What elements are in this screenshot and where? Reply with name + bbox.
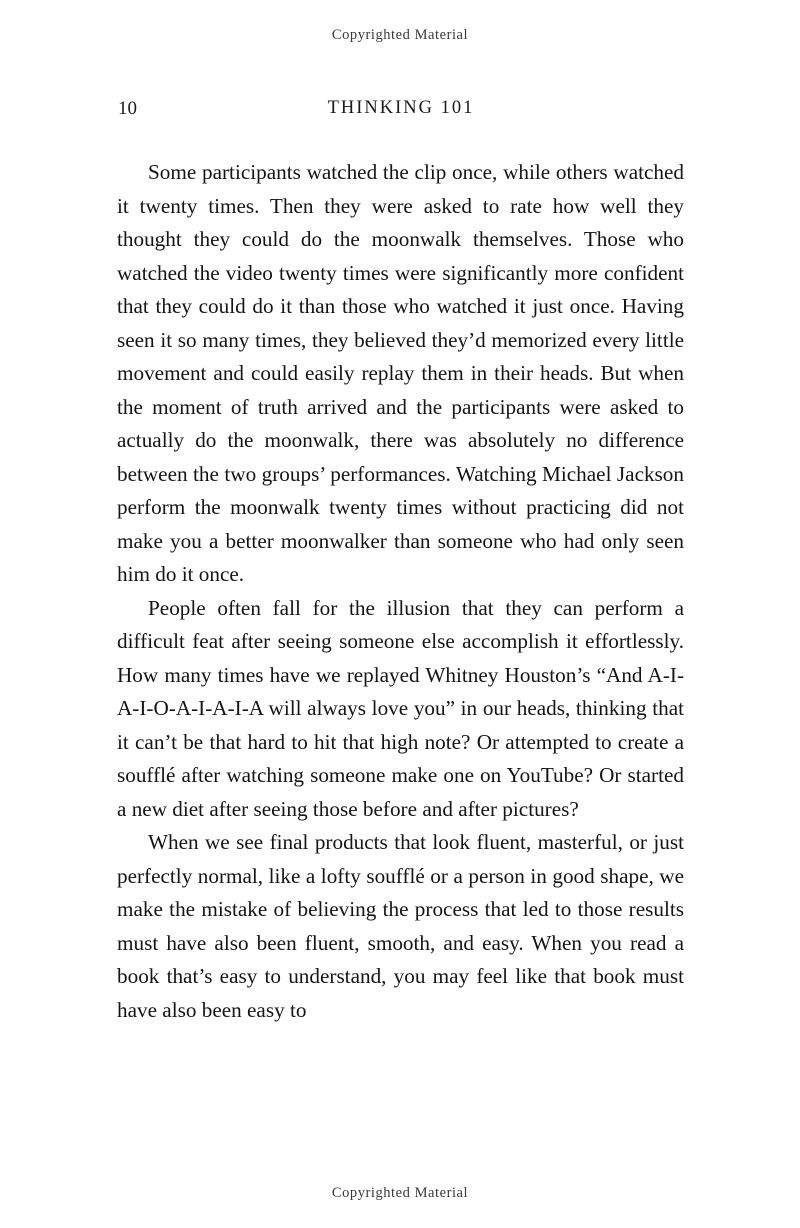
copyright-watermark-bottom: Copyrighted Material [331, 1185, 469, 1201]
paragraph: When we see final products that look fluent, masterful, or just perfectly normal, like a lofty soufflé or a person in good shape, we make the mistake of believing the process that led to those results must have also been fluent, smooth, and easy. When you read a book that’s easy to understand, you may feel like that book must have also been easy to [117, 830, 684, 1022]
page-number: 10 [118, 98, 137, 119]
copyright-watermark-top: Copyrighted Material [331, 27, 469, 43]
running-head [118, 98, 684, 124]
book-title: THINKING 101 [327, 98, 475, 118]
body-text [117, 156, 684, 1027]
paragraph: People often fall for the illusion that they can perform a difficult feat after seeing someone else accomplish it effortlessly. How many times have we replayed Whitney Houston’s “And A-I-A-I-O-A-I-A-I-A will always love you” in our heads, thinking that it can’t be that hard to hit that high note? Or attempted to create a soufflé after watching someone make one on YouTube? Or started a new diet after seeing those before and after pictures? [117, 595, 684, 821]
paragraph: Some participants watched the clip once, while others watched it twenty times. Then they were asked to rate how well they thought they could do the moonwalk themselves. Those who watched the video twenty times were significantly more confident that they could do it than those who watched it just once. Having seen it so many times, they believed they’d memorized every little movement and could easily replay them in their heads. But when the moment of truth arrived and the participants were asked to actually do the moonwalk, there was absolutely no difference between the two groups’ performances. Watching Michael Jackson perform the moonwalk twenty times without practicing did not make you a better moonwalker than someone who had only seen him do it once. [117, 160, 684, 586]
